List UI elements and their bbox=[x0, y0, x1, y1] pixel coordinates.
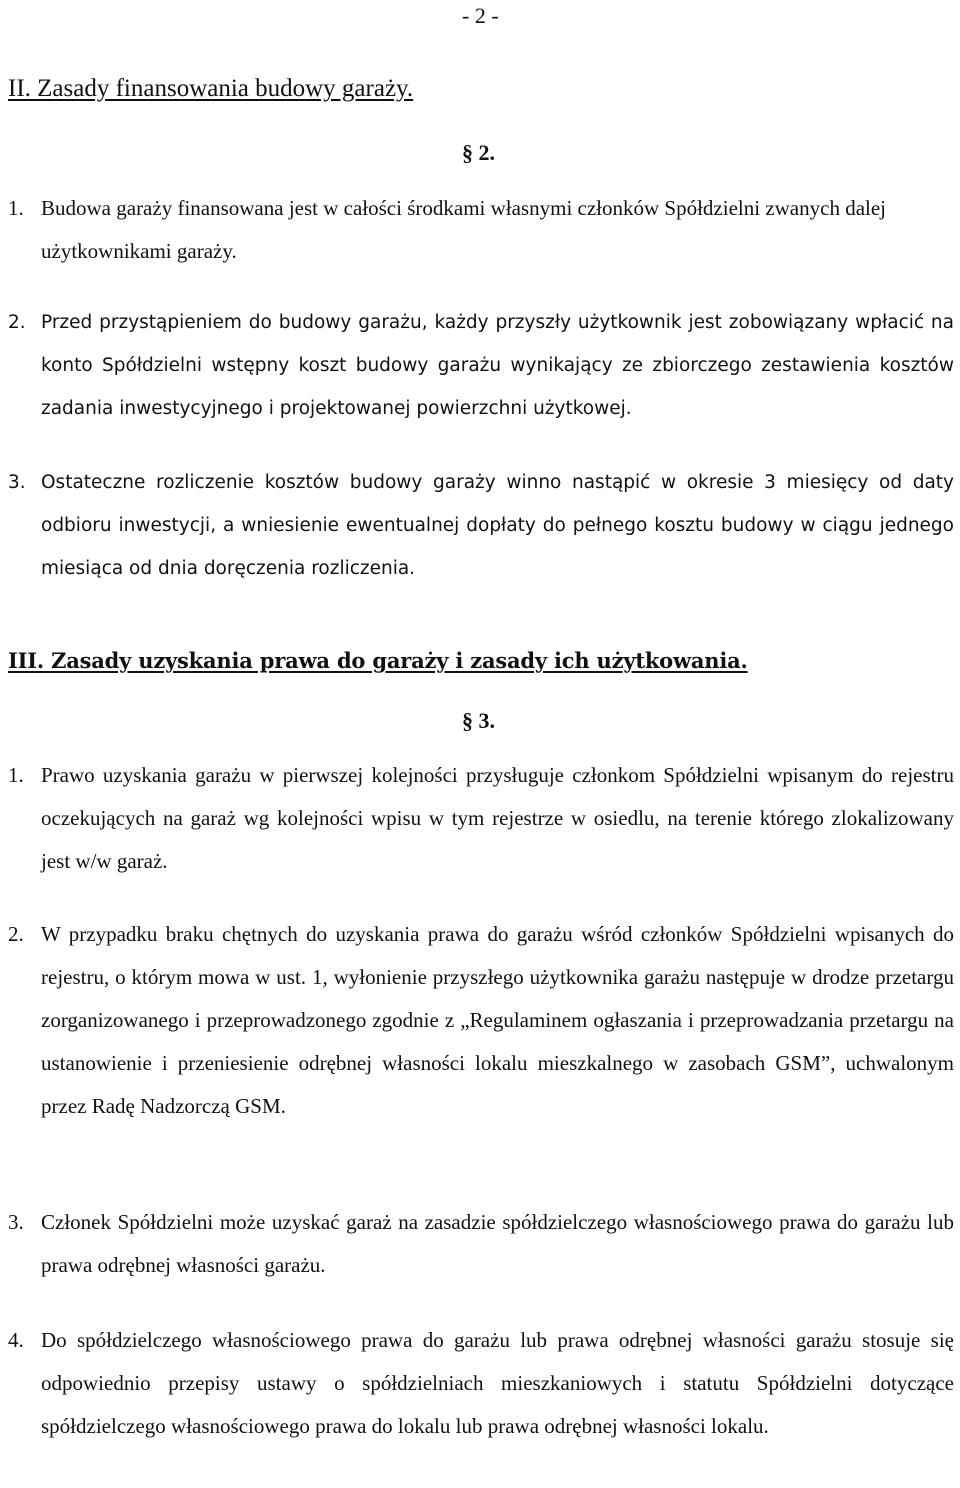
item-number: 4. bbox=[8, 1328, 24, 1352]
section-heading-iii: III. Zasady uzyskania prawa do garaży i zasady ich użytkowania. bbox=[8, 648, 748, 673]
item-text: Przed przystąpieniem do budowy garażu, każdy przyszły użytkownik jest zobowiązany wpłacić na konto Spółdzielni wstępny koszt budowy garażu wynikający ze zbiorczego zestawienia kosztów zadania inwestycyjnego i projektowanej powierzchni użytkowej. bbox=[41, 312, 954, 419]
item-number: 2. bbox=[8, 922, 24, 946]
list-item bbox=[8, 461, 954, 590]
paragraph-mark-3: § 3. bbox=[462, 708, 495, 733]
list-item bbox=[8, 913, 954, 1128]
item-text: Ostateczne rozliczenie kosztów budowy garaży winno nastąpić w okresie 3 miesięcy od daty odbioru inwestycji, a wniesienie ewentualnej dopłaty do pełnego kosztu budowy w ciągu jednego miesiąca od dnia doręczenia rozliczenia. bbox=[41, 472, 954, 579]
item-text: Do spółdzielczego własnościowego prawa do garażu lub prawa odrębnej własności garażu stosuje się odpowiednio przepisy ustawy o spółdzielniach mieszkaniowych i statutu Spółdzielni dotyczące spółdzielczego własnościowego prawa do lokalu lub prawa odrębnej własności lokalu. bbox=[41, 1328, 954, 1438]
list-item bbox=[8, 1319, 954, 1448]
page-number: - 2 - bbox=[462, 3, 499, 28]
item-number: 1. bbox=[8, 763, 24, 787]
item-number: 2. bbox=[8, 312, 26, 333]
item-number: 1. bbox=[8, 196, 24, 220]
list-item bbox=[8, 1201, 954, 1287]
item-number: 3. bbox=[8, 1210, 24, 1234]
item-number: 3. bbox=[8, 472, 26, 493]
paragraph-mark-2: § 2. bbox=[462, 140, 495, 165]
item-text: Budowa garaży finansowana jest w całości środkami własnymi członków Spółdzielni zwanych dalej użytkownikami garaży. bbox=[41, 196, 887, 263]
item-text: W przypadku braku chętnych do uzyskania prawa do garażu wśród członków Spółdzielni wpisanych do rejestru, o którym mowa w ust. 1, wyłonienie przyszłego użytkownika garażu następuje w drodze przetargu zorganizowanego i przeprowadzonego zgodnie z „Regulaminem ogłaszania i przeprowadzania przetargu na ustanowienie i przeniesienie odrębnej własności lokalu mieszkalnego w zasobach GSM”, uchwalonym przez Radę Nadzorczą GSM. bbox=[41, 922, 954, 1118]
item-text: Prawo uzyskania garażu w pierwszej kolejności przysługuje członkom Spółdzielni wpisanym do rejestru oczekujących na garaż wg kolejności wpisu w tym rejestrze w osiedlu, na terenie którego zlokalizowany jest w/w garaż. bbox=[41, 763, 954, 873]
item-text: Członek Spółdzielni może uzyskać garaż na zasadzie spółdzielczego własnościowego prawa do garażu lub prawa odrębnej własności garażu. bbox=[41, 1210, 954, 1277]
section-heading-ii: II. Zasady finansowania budowy garaży. bbox=[8, 75, 414, 102]
list-item bbox=[8, 187, 954, 273]
list-item bbox=[8, 754, 954, 883]
list-item bbox=[8, 301, 954, 430]
